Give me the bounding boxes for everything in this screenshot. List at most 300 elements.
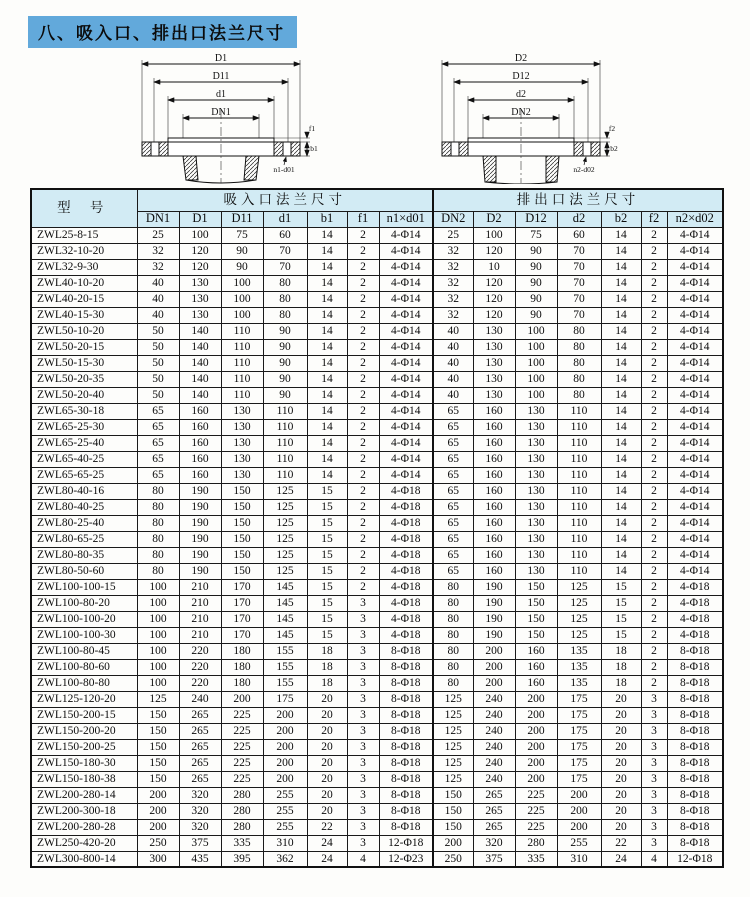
value-cell: 130 [473, 371, 515, 387]
value-cell: 90 [515, 259, 557, 275]
value-cell: 14 [601, 339, 641, 355]
dim-label-D11: D11 [212, 71, 230, 82]
value-cell: 15 [307, 627, 347, 643]
value-cell: 90 [515, 275, 557, 291]
value-cell: 10 [473, 259, 515, 275]
col-header-D11: D11 [221, 211, 263, 227]
value-cell: 110 [557, 515, 601, 531]
value-cell: 90 [515, 291, 557, 307]
value-cell: 125 [557, 627, 601, 643]
value-cell: 210 [179, 627, 221, 643]
value-cell: 130 [221, 419, 263, 435]
value-cell: 80 [433, 595, 473, 611]
value-cell: 4-Φ14 [667, 451, 723, 467]
model-cell: ZWL40-10-20 [31, 275, 137, 291]
value-cell: 110 [557, 403, 601, 419]
value-cell: 150 [515, 627, 557, 643]
value-cell: 125 [263, 483, 307, 499]
value-cell: 100 [473, 227, 515, 243]
value-cell: 70 [557, 243, 601, 259]
value-cell: 125 [433, 771, 473, 787]
value-cell: 4-Φ14 [667, 435, 723, 451]
model-cell: ZWL150-180-38 [31, 771, 137, 787]
model-cell: ZWL100-80-20 [31, 595, 137, 611]
table-row [31, 227, 723, 243]
value-cell: 110 [221, 355, 263, 371]
value-cell: 14 [601, 419, 641, 435]
model-cell: ZWL300-800-14 [31, 851, 137, 867]
value-cell: 2 [641, 227, 667, 243]
value-cell: 265 [473, 803, 515, 819]
value-cell: 145 [263, 595, 307, 611]
value-cell: 80 [137, 499, 179, 515]
value-cell: 75 [515, 227, 557, 243]
value-cell: 18 [307, 675, 347, 691]
value-cell: 3 [641, 771, 667, 787]
value-cell: 150 [221, 515, 263, 531]
value-cell: 80 [557, 323, 601, 339]
value-cell: 20 [307, 739, 347, 755]
model-cell: ZWL100-100-30 [31, 627, 137, 643]
value-cell: 335 [515, 851, 557, 867]
table-row [31, 771, 723, 787]
value-cell: 240 [179, 691, 221, 707]
value-cell: 20 [307, 691, 347, 707]
value-cell: 4-Φ14 [667, 275, 723, 291]
value-cell: 130 [515, 515, 557, 531]
col-header-n1xd01: n1×d01 [379, 211, 433, 227]
model-cell: ZWL50-20-40 [31, 387, 137, 403]
value-cell: 8-Φ18 [667, 675, 723, 691]
model-cell: ZWL80-50-60 [31, 563, 137, 579]
value-cell: 4-Φ18 [379, 531, 433, 547]
value-cell: 14 [601, 435, 641, 451]
model-cell: ZWL50-15-30 [31, 355, 137, 371]
model-cell: ZWL65-25-40 [31, 435, 137, 451]
value-cell: 3 [347, 835, 379, 851]
value-cell: 2 [347, 451, 379, 467]
value-cell: 175 [557, 755, 601, 771]
value-cell: 4-Φ14 [667, 547, 723, 563]
value-cell: 300 [137, 851, 179, 867]
value-cell: 2 [347, 563, 379, 579]
value-cell: 14 [307, 291, 347, 307]
value-cell: 140 [179, 387, 221, 403]
value-cell: 240 [473, 691, 515, 707]
value-cell: 20 [601, 755, 641, 771]
value-cell: 170 [221, 627, 263, 643]
value-cell: 155 [263, 659, 307, 675]
value-cell: 210 [179, 611, 221, 627]
value-cell: 100 [137, 579, 179, 595]
value-cell: 265 [179, 739, 221, 755]
value-cell: 90 [263, 339, 307, 355]
value-cell: 100 [515, 355, 557, 371]
value-cell: 65 [433, 531, 473, 547]
value-cell: 190 [179, 547, 221, 563]
table-row [31, 291, 723, 307]
value-cell: 225 [515, 787, 557, 803]
dim-label-n2-d02: n2-d02 [573, 165, 595, 174]
value-cell: 265 [473, 819, 515, 835]
value-cell: 150 [137, 739, 179, 755]
value-cell: 200 [515, 771, 557, 787]
value-cell: 15 [307, 595, 347, 611]
value-cell: 150 [433, 803, 473, 819]
value-cell: 8-Φ18 [667, 739, 723, 755]
table-row [31, 467, 723, 483]
model-cell: ZWL80-40-25 [31, 499, 137, 515]
value-cell: 70 [263, 259, 307, 275]
value-cell: 170 [221, 595, 263, 611]
value-cell: 160 [179, 467, 221, 483]
model-cell: ZWL50-10-20 [31, 323, 137, 339]
col-header-D2: D2 [473, 211, 515, 227]
value-cell: 140 [179, 339, 221, 355]
table-row [31, 531, 723, 547]
value-cell: 20 [601, 739, 641, 755]
value-cell: 32 [137, 243, 179, 259]
value-cell: 14 [601, 403, 641, 419]
table-row [31, 595, 723, 611]
value-cell: 4-Φ14 [667, 483, 723, 499]
value-cell: 125 [263, 563, 307, 579]
value-cell: 65 [433, 563, 473, 579]
col-header-DN1: DN1 [137, 211, 179, 227]
value-cell: 14 [601, 307, 641, 323]
value-cell: 130 [515, 563, 557, 579]
value-cell: 18 [307, 659, 347, 675]
value-cell: 110 [557, 563, 601, 579]
value-cell: 120 [473, 243, 515, 259]
value-cell: 3 [347, 659, 379, 675]
value-cell: 2 [641, 563, 667, 579]
value-cell: 100 [221, 307, 263, 323]
value-cell: 70 [557, 307, 601, 323]
value-cell: 2 [347, 307, 379, 323]
value-cell: 15 [601, 627, 641, 643]
value-cell: 200 [515, 755, 557, 771]
value-cell: 135 [557, 643, 601, 659]
value-cell: 125 [557, 595, 601, 611]
value-cell: 4-Φ14 [379, 339, 433, 355]
table-row [31, 579, 723, 595]
value-cell: 130 [221, 435, 263, 451]
value-cell: 14 [307, 435, 347, 451]
value-cell: 4 [641, 851, 667, 867]
value-cell: 20 [601, 707, 641, 723]
value-cell: 130 [515, 531, 557, 547]
value-cell: 8-Φ18 [667, 723, 723, 739]
model-cell: ZWL65-25-30 [31, 419, 137, 435]
value-cell: 240 [473, 707, 515, 723]
value-cell: 14 [601, 483, 641, 499]
table-row [31, 739, 723, 755]
value-cell: 14 [307, 307, 347, 323]
value-cell: 160 [473, 483, 515, 499]
value-cell: 4-Φ14 [379, 291, 433, 307]
col-header-D1: D1 [179, 211, 221, 227]
value-cell: 80 [557, 339, 601, 355]
value-cell: 100 [515, 371, 557, 387]
value-cell: 240 [473, 771, 515, 787]
value-cell: 110 [557, 531, 601, 547]
value-cell: 4-Φ14 [667, 243, 723, 259]
value-cell: 320 [179, 787, 221, 803]
value-cell: 2 [641, 387, 667, 403]
value-cell: 130 [515, 435, 557, 451]
value-cell: 8-Φ18 [379, 771, 433, 787]
value-cell: 130 [515, 483, 557, 499]
value-cell: 65 [433, 435, 473, 451]
value-cell: 190 [179, 563, 221, 579]
value-cell: 90 [263, 323, 307, 339]
table-row [31, 419, 723, 435]
dim-label-b2: b2 [610, 144, 618, 153]
value-cell: 255 [557, 835, 601, 851]
value-cell: 175 [557, 707, 601, 723]
value-cell: 225 [221, 707, 263, 723]
value-cell: 3 [641, 787, 667, 803]
table-header [31, 189, 723, 227]
value-cell: 4-Φ14 [667, 499, 723, 515]
value-cell: 3 [347, 643, 379, 659]
value-cell: 175 [557, 771, 601, 787]
value-cell: 20 [601, 819, 641, 835]
value-cell: 14 [307, 451, 347, 467]
value-cell: 130 [473, 339, 515, 355]
value-cell: 140 [179, 323, 221, 339]
value-cell: 100 [137, 675, 179, 691]
value-cell: 60 [557, 227, 601, 243]
value-cell: 4-Φ14 [379, 227, 433, 243]
value-cell: 90 [263, 387, 307, 403]
value-cell: 200 [557, 803, 601, 819]
value-cell: 2 [641, 307, 667, 323]
col-header-f1: f1 [347, 211, 379, 227]
value-cell: 14 [601, 291, 641, 307]
value-cell: 4-Φ14 [667, 531, 723, 547]
model-cell: ZWL100-100-20 [31, 611, 137, 627]
table-row [31, 323, 723, 339]
model-cell: ZWL50-20-15 [31, 339, 137, 355]
value-cell: 180 [221, 643, 263, 659]
value-cell: 15 [307, 563, 347, 579]
value-cell: 2 [641, 515, 667, 531]
value-cell: 70 [557, 259, 601, 275]
model-cell: ZWL80-80-35 [31, 547, 137, 563]
value-cell: 2 [347, 259, 379, 275]
value-cell: 20 [307, 771, 347, 787]
value-cell: 3 [347, 819, 379, 835]
value-cell: 2 [347, 291, 379, 307]
value-cell: 135 [557, 659, 601, 675]
value-cell: 8-Φ18 [667, 803, 723, 819]
value-cell: 2 [347, 243, 379, 259]
value-cell: 2 [641, 435, 667, 451]
value-cell: 65 [433, 403, 473, 419]
value-cell: 160 [515, 659, 557, 675]
value-cell: 15 [307, 611, 347, 627]
value-cell: 14 [601, 563, 641, 579]
table-row [31, 435, 723, 451]
value-cell: 160 [473, 435, 515, 451]
value-cell: 40 [137, 291, 179, 307]
value-cell: 8-Φ18 [667, 771, 723, 787]
value-cell: 3 [347, 803, 379, 819]
value-cell: 3 [641, 691, 667, 707]
table-row [31, 819, 723, 835]
value-cell: 8-Φ18 [379, 659, 433, 675]
value-cell: 200 [263, 755, 307, 771]
value-cell: 2 [347, 435, 379, 451]
value-cell: 3 [641, 707, 667, 723]
value-cell: 190 [179, 483, 221, 499]
value-cell: 200 [473, 675, 515, 691]
model-cell: ZWL50-20-35 [31, 371, 137, 387]
value-cell: 2 [641, 419, 667, 435]
value-cell: 80 [433, 611, 473, 627]
value-cell: 8-Φ18 [379, 723, 433, 739]
discharge-section-header: 排出口法兰尺寸 [433, 189, 723, 211]
table-row [31, 307, 723, 323]
value-cell: 15 [307, 515, 347, 531]
value-cell: 120 [473, 291, 515, 307]
value-cell: 12-Φ18 [667, 851, 723, 867]
value-cell: 32 [433, 275, 473, 291]
value-cell: 220 [179, 643, 221, 659]
value-cell: 2 [641, 339, 667, 355]
value-cell: 100 [515, 323, 557, 339]
value-cell: 2 [641, 371, 667, 387]
value-cell: 4-Φ14 [379, 451, 433, 467]
value-cell: 125 [263, 531, 307, 547]
value-cell: 130 [515, 403, 557, 419]
value-cell: 2 [641, 291, 667, 307]
value-cell: 240 [473, 723, 515, 739]
value-cell: 2 [347, 355, 379, 371]
value-cell: 200 [433, 835, 473, 851]
value-cell: 160 [473, 563, 515, 579]
page-title: 八、吸入口、排出口法兰尺寸 [28, 16, 297, 48]
value-cell: 200 [473, 659, 515, 675]
value-cell: 265 [179, 723, 221, 739]
value-cell: 2 [347, 403, 379, 419]
value-cell: 130 [473, 323, 515, 339]
value-cell: 65 [137, 451, 179, 467]
value-cell: 50 [137, 371, 179, 387]
model-cell: ZWL200-280-28 [31, 819, 137, 835]
value-cell: 130 [221, 467, 263, 483]
value-cell: 90 [515, 307, 557, 323]
model-cell: ZWL32-9-30 [31, 259, 137, 275]
value-cell: 4-Φ14 [667, 419, 723, 435]
dim-label-b1: b1 [310, 144, 318, 153]
value-cell: 130 [473, 387, 515, 403]
value-cell: 110 [263, 403, 307, 419]
value-cell: 160 [473, 451, 515, 467]
value-cell: 80 [557, 371, 601, 387]
value-cell: 3 [347, 771, 379, 787]
value-cell: 110 [557, 435, 601, 451]
value-cell: 50 [137, 355, 179, 371]
value-cell: 100 [221, 275, 263, 291]
value-cell: 190 [473, 611, 515, 627]
value-cell: 4-Φ18 [667, 611, 723, 627]
value-cell: 14 [601, 227, 641, 243]
value-cell: 200 [557, 787, 601, 803]
value-cell: 110 [557, 451, 601, 467]
value-cell: 15 [307, 547, 347, 563]
value-cell: 280 [221, 787, 263, 803]
model-cell: ZWL150-200-25 [31, 739, 137, 755]
value-cell: 200 [515, 739, 557, 755]
value-cell: 150 [137, 723, 179, 739]
value-cell: 4-Φ14 [667, 563, 723, 579]
value-cell: 190 [473, 627, 515, 643]
value-cell: 100 [515, 387, 557, 403]
value-cell: 160 [179, 435, 221, 451]
value-cell: 395 [221, 851, 263, 867]
value-cell: 80 [433, 675, 473, 691]
value-cell: 20 [307, 723, 347, 739]
value-cell: 2 [347, 419, 379, 435]
table-row [31, 563, 723, 579]
value-cell: 2 [641, 531, 667, 547]
value-cell: 110 [557, 547, 601, 563]
value-cell: 130 [473, 355, 515, 371]
value-cell: 4-Φ14 [379, 435, 433, 451]
value-cell: 130 [515, 419, 557, 435]
value-cell: 150 [221, 531, 263, 547]
value-cell: 2 [641, 467, 667, 483]
value-cell: 24 [307, 851, 347, 867]
value-cell: 15 [601, 579, 641, 595]
value-cell: 3 [641, 819, 667, 835]
value-cell: 375 [473, 851, 515, 867]
value-cell: 12-Φ18 [379, 835, 433, 851]
value-cell: 80 [263, 291, 307, 307]
value-cell: 4-Φ18 [379, 579, 433, 595]
value-cell: 2 [347, 387, 379, 403]
value-cell: 20 [307, 787, 347, 803]
value-cell: 14 [601, 387, 641, 403]
value-cell: 125 [433, 739, 473, 755]
value-cell: 80 [433, 579, 473, 595]
value-cell: 240 [473, 739, 515, 755]
value-cell: 255 [263, 819, 307, 835]
value-cell: 170 [221, 611, 263, 627]
value-cell: 75 [221, 227, 263, 243]
value-cell: 335 [221, 835, 263, 851]
dim-label-D1: D1 [214, 53, 228, 64]
value-cell: 8-Φ18 [379, 643, 433, 659]
value-cell: 110 [221, 371, 263, 387]
model-cell: ZWL250-420-20 [31, 835, 137, 851]
value-cell: 14 [307, 259, 347, 275]
value-cell: 265 [179, 771, 221, 787]
value-cell: 14 [307, 355, 347, 371]
value-cell: 4-Φ14 [379, 243, 433, 259]
model-cell: ZWL200-280-14 [31, 787, 137, 803]
value-cell: 160 [473, 531, 515, 547]
value-cell: 225 [515, 803, 557, 819]
value-cell: 80 [433, 659, 473, 675]
value-cell: 65 [433, 419, 473, 435]
value-cell: 2 [347, 499, 379, 515]
value-cell: 90 [515, 243, 557, 259]
dim-label-d2: d2 [516, 89, 526, 100]
